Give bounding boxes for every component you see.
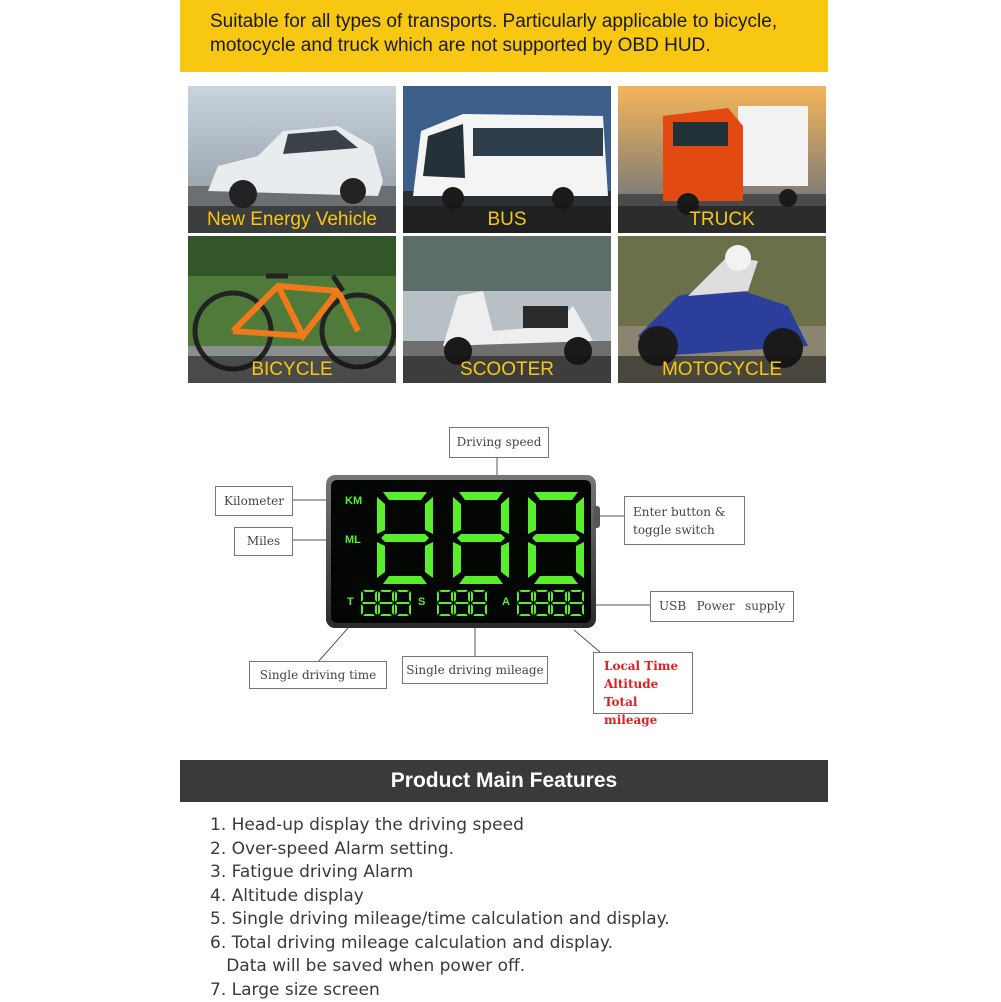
usb-word-3: supply <box>745 592 785 621</box>
local-time-label: Local Time <box>604 657 682 675</box>
callout-kilometer: Kilometer <box>215 486 293 516</box>
seven-segment-digits <box>331 480 591 623</box>
vehicle-label-scooter: SCOOTER <box>403 356 611 383</box>
intro-line-2: motocycle and truck which are not supported by OBD HUD. <box>210 34 814 58</box>
enter-button[interactable] <box>594 506 600 528</box>
features-list <box>210 814 670 1002</box>
vehicle-label-bus: BUS <box>403 206 611 233</box>
feature-item: 3. Fatigue driving Alarm <box>210 861 670 885</box>
callout-usb-power <box>650 591 794 622</box>
callout-local-time-altitude-total <box>593 652 693 714</box>
vehicle-label-bicycle: BICYCLE <box>188 356 396 383</box>
callout-single-driving-mileage: Single driving mileage <box>402 656 548 684</box>
hud-screen <box>331 480 591 623</box>
callout-miles: Miles <box>234 527 293 556</box>
km-indicator: KM <box>345 495 362 507</box>
vehicle-label-car: New Energy Vehicle <box>188 206 396 233</box>
callout-driving-speed: Driving speed <box>449 427 549 458</box>
total-mileage-label: Total mileage <box>604 693 682 729</box>
enter-button-line-2: toggle switch <box>633 521 736 539</box>
features-title: Product Main Features <box>180 760 828 802</box>
intro-line-1: Suitable for all types of transports. Particularly applicable to bicycle, <box>210 10 814 34</box>
usb-word-2: Power <box>697 592 735 621</box>
feature-item: 5. Single driving mileage/time calculation and display. <box>210 908 670 932</box>
feature-item: 1. Head-up display the driving speed <box>210 814 670 838</box>
feature-item: Data will be saved when power off. <box>210 955 670 979</box>
altitude-label: Altitude <box>604 675 682 693</box>
feature-item: 4. Altitude display <box>210 885 670 909</box>
callout-single-driving-time: Single driving time <box>249 661 387 689</box>
feature-item: 6. Total driving mileage calculation and display. <box>210 932 670 956</box>
usb-word-1: USB <box>659 592 686 621</box>
t-indicator: T <box>347 596 354 608</box>
ml-indicator: ML <box>345 534 361 546</box>
hud-device <box>326 475 596 628</box>
s-indicator: S <box>418 596 425 608</box>
feature-item: 7. Large size screen <box>210 979 670 1002</box>
enter-button-line-1: Enter button & <box>633 503 736 521</box>
vehicle-label-motorcycle: MOTOCYCLE <box>618 356 826 383</box>
a-indicator: A <box>502 596 510 608</box>
callout-enter-button <box>624 496 745 545</box>
feature-item: 2. Over-speed Alarm setting. <box>210 838 670 862</box>
vehicle-label-truck: TRUCK <box>618 206 826 233</box>
